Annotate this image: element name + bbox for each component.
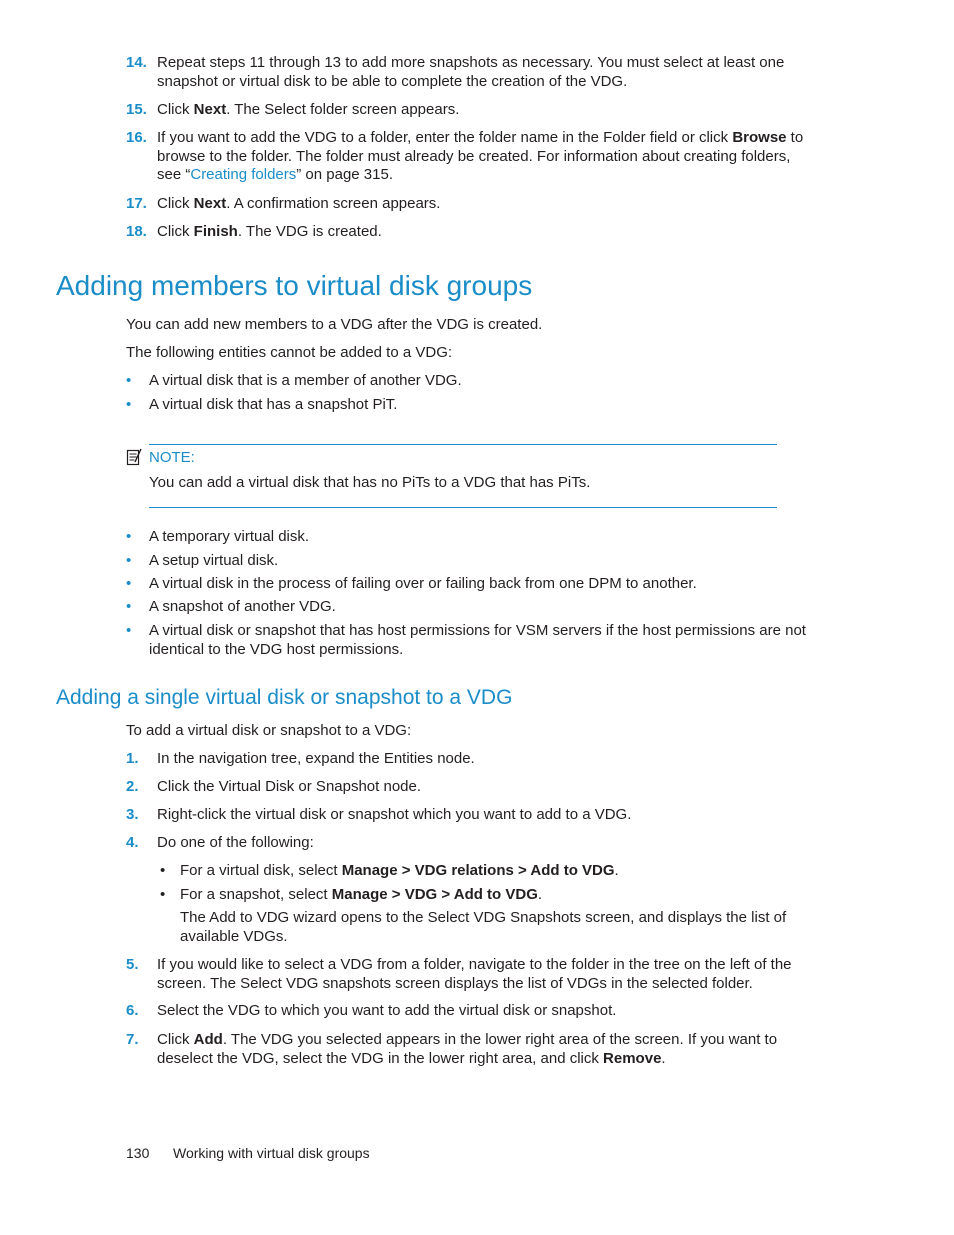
step-2: [126, 778, 806, 797]
text-run: Select the VDG to which you want to add the virtual disk or snapshot.: [157, 1002, 617, 1019]
step-text: [157, 806, 806, 825]
note-text: You can add a virtual disk that has no PiTs to a VDG that has PiTs.: [149, 474, 591, 491]
section-intro-list-lead: The following entities cannot be added to a VDG:: [126, 344, 453, 361]
step-number: 1.: [126, 750, 139, 767]
text-run: . The VDG is created.: [237, 223, 382, 240]
step-number: 16.: [126, 129, 147, 146]
bullet-icon: •: [126, 372, 132, 389]
ui-term: Finish: [193, 223, 238, 240]
text-run: Repeat steps 11 through 13 to add more snapshots as necessary. You must select at least one snapshot or virtual disk to be able to complete the creation of the VDG.: [157, 54, 785, 90]
list-item-text: A setup virtual disk.: [149, 552, 279, 569]
step-3: [126, 806, 806, 825]
bullet-icon: •: [126, 552, 132, 569]
text-run: .: [537, 886, 543, 903]
list-item-text: A snapshot of another VDG.: [149, 598, 336, 615]
text-run: Click: [157, 1031, 194, 1048]
list-item-text: A virtual disk that is a member of another VDG.: [149, 372, 462, 389]
bullet-icon: •: [126, 396, 132, 413]
section-heading: Adding members to virtual disk groups: [56, 270, 533, 301]
step-text: [157, 778, 806, 797]
step-number: 4.: [126, 834, 139, 851]
step-4: [126, 834, 806, 853]
text-run: If you would like to select a VDG from a folder, navigate to the folder in the tree on the left of the screen. The Select VDG snapshots screen displays the list of VDGs in the selected folder.: [157, 956, 792, 992]
section-intro: You can add new members to a VDG after the VDG is created.: [126, 316, 543, 333]
step-text: [157, 1031, 806, 1068]
text-run: For a snapshot, select: [180, 886, 332, 903]
text-run: Click: [157, 195, 194, 212]
list-item: [126, 372, 806, 391]
list-item: [126, 575, 806, 594]
ui-term: Remove: [603, 1049, 662, 1067]
sub-list-followup-text: The Add to VDG wizard opens to the Select VDG Snapshots screen, and displays the list of available VDGs.: [180, 909, 787, 945]
bullet-icon: •: [126, 598, 132, 615]
step-text: [157, 750, 806, 769]
step-number: 18.: [126, 223, 147, 240]
bullet-icon: •: [160, 862, 166, 879]
step-number: 7.: [126, 1031, 139, 1048]
step-text: [157, 129, 806, 185]
step-number: 17.: [126, 195, 147, 212]
text-run: Click the Virtual Disk or Snapshot node.: [157, 778, 422, 795]
step-5: [126, 956, 806, 993]
list-item: [126, 528, 806, 547]
step-text: [157, 195, 806, 214]
text-run: . The Select folder screen appears.: [226, 101, 460, 118]
bullet-icon: •: [126, 575, 132, 592]
list-item-text: A temporary virtual disk.: [149, 528, 310, 545]
step-number: 15.: [126, 101, 147, 118]
step-text: [157, 956, 806, 993]
footer-chapter-title: Working with virtual disk groups: [173, 1145, 370, 1161]
ui-term: Next: [193, 101, 227, 118]
subsection-intro: To add a virtual disk or snapshot to a VDG:: [126, 722, 412, 739]
sub-list-item: [157, 862, 797, 881]
step-1: [126, 750, 806, 769]
list-item: [126, 622, 806, 659]
note-top-rule: [149, 444, 777, 445]
text-run: For a virtual disk, select: [180, 862, 342, 879]
text-run: .: [614, 862, 619, 879]
bullet-icon: •: [126, 528, 132, 545]
text-run: to browse to the folder. The folder must already be created. For information about creating folders, see “: [157, 129, 804, 183]
text-run: Click: [157, 223, 194, 240]
subsection-heading: Adding a single virtual disk or snapshot to a VDG: [56, 686, 513, 709]
step-number: 5.: [126, 956, 139, 973]
note-label: NOTE:: [149, 449, 195, 466]
step-text: [157, 101, 806, 120]
step-6: [126, 1002, 806, 1021]
step-15: [126, 101, 806, 120]
step-number: 6.: [126, 1002, 139, 1019]
ui-term: Add: [193, 1031, 223, 1048]
step-14: [126, 54, 806, 91]
step-7: [126, 1031, 806, 1068]
sub-list-item-text: [180, 886, 797, 905]
step-text: [157, 54, 806, 91]
ui-term: Browse: [732, 129, 787, 146]
step-text: [157, 223, 806, 242]
step-number: 2.: [126, 778, 139, 795]
text-run: Do one of the following:: [157, 834, 314, 851]
text-run: . A confirmation screen appears.: [226, 195, 441, 212]
bullet-icon: •: [126, 622, 132, 639]
ui-term: Next: [193, 195, 227, 212]
text-run: Right-click the virtual disk or snapshot which you want to add to a VDG.: [157, 806, 632, 823]
step-text: [157, 834, 806, 853]
list-item-text: A virtual disk or snapshot that has host permissions for VSM servers if the host permissions are not identical to the VDG host permissions.: [149, 622, 806, 658]
text-run: If you want to add the VDG to a folder, enter the folder name in the Folder field or click: [157, 129, 733, 146]
step-number: 3.: [126, 806, 139, 823]
step-text: [157, 1002, 806, 1021]
text-run: ” on page 315.: [296, 166, 393, 183]
bullet-icon: •: [160, 886, 166, 903]
sub-list-followup: [157, 909, 797, 946]
text-run: Click: [157, 101, 194, 118]
step-number: 14.: [126, 54, 147, 71]
note-icon: [126, 448, 142, 466]
step-18: [126, 223, 806, 242]
ui-term: Manage > VDG > Add to VDG: [331, 886, 538, 903]
sub-list-item-text: [180, 862, 797, 881]
list-item: [126, 552, 806, 571]
text-run: .: [661, 1049, 666, 1067]
page-number: 130: [126, 1145, 150, 1161]
list-item: [126, 396, 806, 415]
note-bottom-rule: [149, 507, 777, 508]
ui-term: Manage > VDG relations > Add to VDG: [341, 862, 615, 879]
list-item: [126, 598, 806, 617]
cross-reference-link[interactable]: Creating folders: [190, 166, 297, 183]
step-16: [126, 129, 806, 185]
list-item-text: A virtual disk in the process of failing over or failing back from one DPM to another.: [149, 575, 697, 592]
text-run: In the navigation tree, expand the Entities node.: [157, 750, 475, 767]
sub-list-item: [157, 886, 797, 905]
step-17: [126, 195, 806, 214]
list-item-text: A virtual disk that has a snapshot PiT.: [149, 396, 398, 413]
text-run: . The VDG you selected appears in the lower right area of the screen. If you want to deselect the VDG, select the VDG in the lower right area, and click: [157, 1031, 778, 1067]
